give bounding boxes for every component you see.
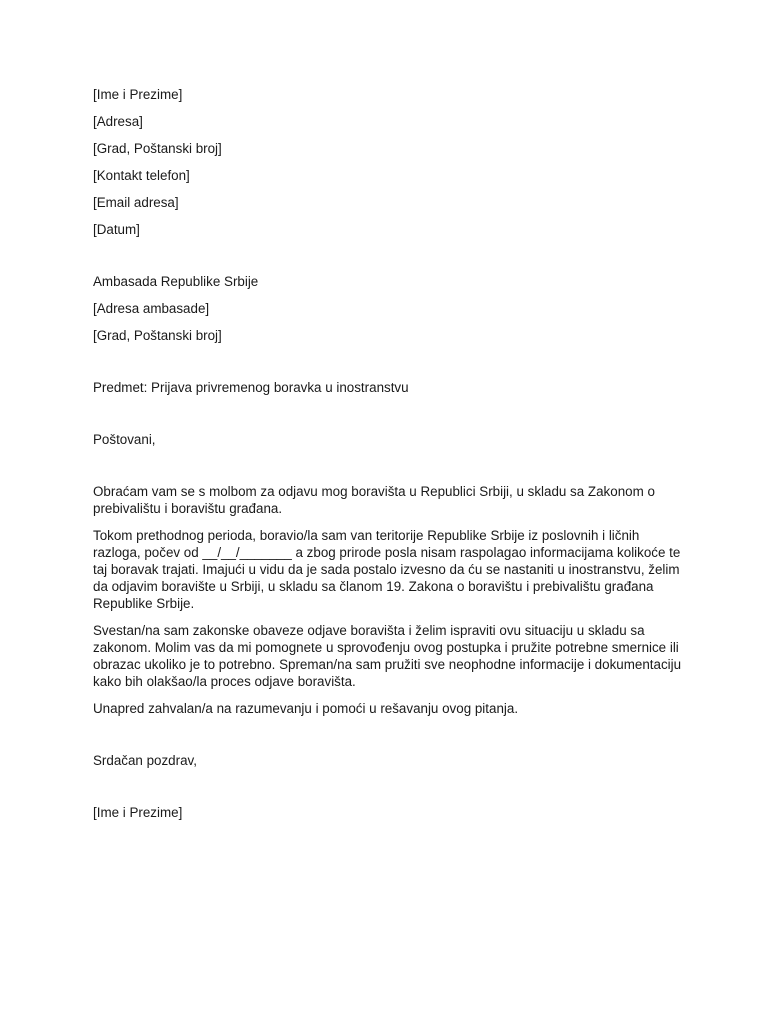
signature: [Ime i Prezime] (93, 805, 183, 820)
recipient-block (93, 273, 683, 344)
sender-city-zip: [Grad, Poštanski broj] (93, 141, 222, 156)
letter-body (93, 483, 683, 717)
body-paragraph: Tokom prethodnog perioda, boravio/la sam van teritorije Republike Srbije iz poslovnih i ličnih razloga, počev od __/__/_______ a zbog prirode posla nisam raspolagao informacijama kolikoće te taj boravak trajati. Imajući u vidu da je sada postalo izvesno da ću se nastaniti u inostranstvu, želim da odjavim boravište u Srbiji, u skladu sa članom 19. Zakona o boravištu i prebivalištu građana Republike Srbije. (93, 528, 681, 611)
letter (93, 86, 683, 831)
recipient-address: [Adresa ambasade] (93, 301, 210, 316)
sender-block (93, 86, 683, 238)
recipient-city-zip: [Grad, Poštanski broj] (93, 328, 222, 343)
sender-name: [Ime i Prezime] (93, 87, 183, 102)
recipient-name: Ambasada Republike Srbije (93, 274, 259, 289)
sender-phone: [Kontakt telefon] (93, 168, 190, 183)
body-paragraph: Obraćam vam se s molbom za odjavu mog boravišta u Republici Srbiji, u skladu sa Zakonom o prebivalištu i boravištu građana. (93, 484, 655, 516)
sender-address: [Adresa] (93, 114, 143, 129)
salutation: Poštovani, (93, 432, 156, 447)
subject-line: Predmet: Prijava privremenog boravka u inostranstvu (93, 380, 409, 395)
sender-email: [Email adresa] (93, 195, 179, 210)
closing: Srdačan pozdrav, (93, 753, 197, 768)
body-paragraph: Svestan/na sam zakonske obaveze odjave boravišta i želim ispraviti ovu situaciju u skladu sa zakonom. Molim vas da mi pomognete u sprovođenju ovog postupka i pružite potrebne smernice ili obrazac ukoliko je to potrebno. Spreman/na sam pružiti sve neophodne informacije i dokumentaciju kako bih olakšao/la proces odjave boravišta. (93, 623, 682, 689)
sender-date: [Datum] (93, 222, 140, 237)
body-paragraph: Unapred zahvalan/a na razumevanju i pomoći u rešavanju ovog pitanja. (93, 701, 519, 716)
